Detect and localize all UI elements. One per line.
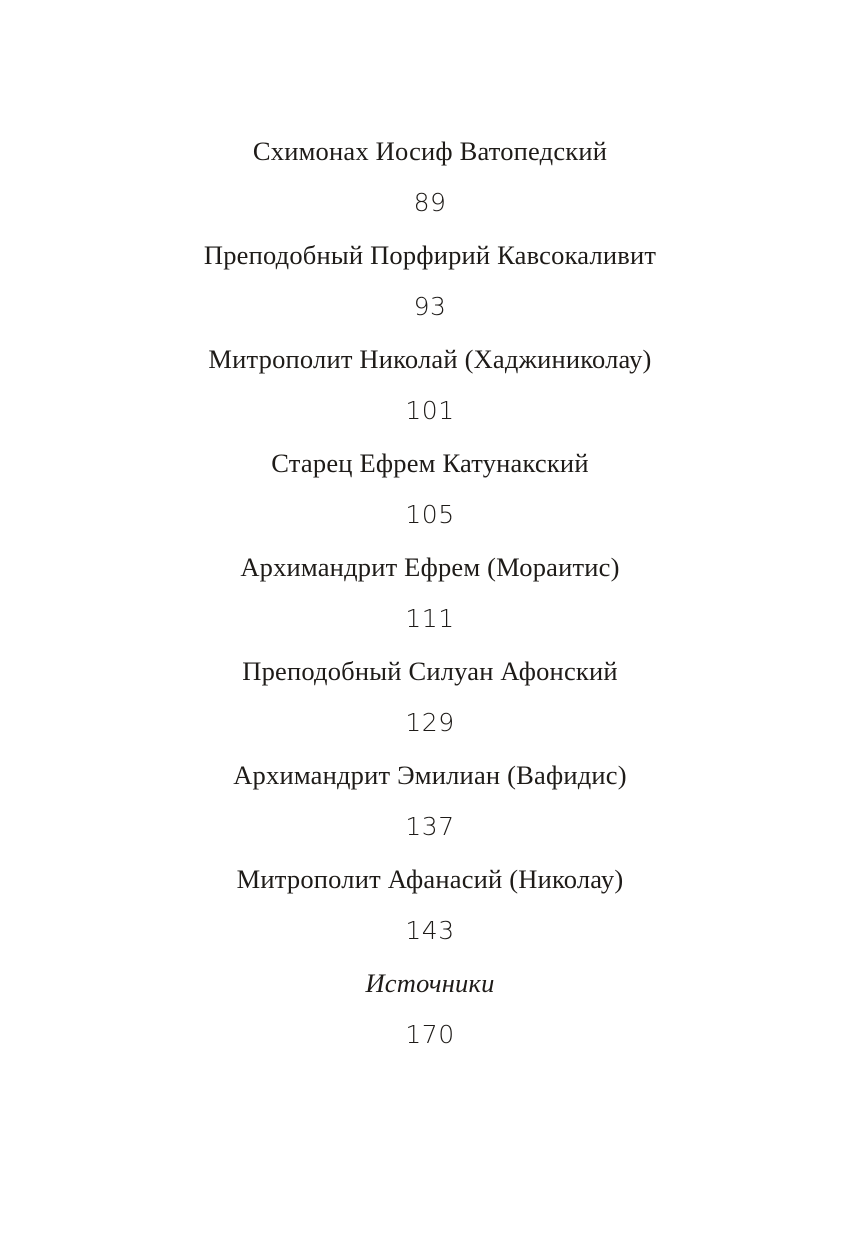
toc-entry-page: 111 (405, 604, 455, 633)
toc-entry-page: 129 (405, 708, 455, 737)
table-of-contents (0, 125, 860, 1061)
toc-entry-page: 105 (405, 500, 455, 529)
toc-entry-title[interactable]: Старец Ефрем Катунакский (271, 448, 589, 478)
toc-entry-sources-page: 170 (405, 1020, 455, 1049)
toc-entry-title[interactable]: Архимандрит Ефрем (Мораитис) (240, 552, 620, 582)
toc-entry-page: 101 (405, 396, 455, 425)
toc-entry-title[interactable]: Митрополит Николай (Хаджиниколау) (208, 344, 652, 374)
toc-entry-title[interactable]: Преподобный Порфирий Кавсокаливит (203, 240, 657, 270)
toc-entry-title[interactable]: Схимонах Иосиф Ватопедский (252, 136, 608, 166)
toc-entry-title[interactable]: Митрополит Афанасий (Николау) (236, 864, 624, 894)
toc-entry-page: 143 (405, 916, 455, 945)
toc-entry-title[interactable]: Архимандрит Эмилиан (Вафидис) (233, 760, 627, 790)
toc-entry-sources-title[interactable]: Источники (365, 968, 495, 998)
toc-entry-page: 137 (405, 812, 455, 841)
toc-entry-page: 89 (413, 188, 447, 217)
toc-entry-page: 93 (413, 292, 447, 321)
toc-entry-title[interactable]: Преподобный Силуан Афонский (242, 656, 618, 686)
